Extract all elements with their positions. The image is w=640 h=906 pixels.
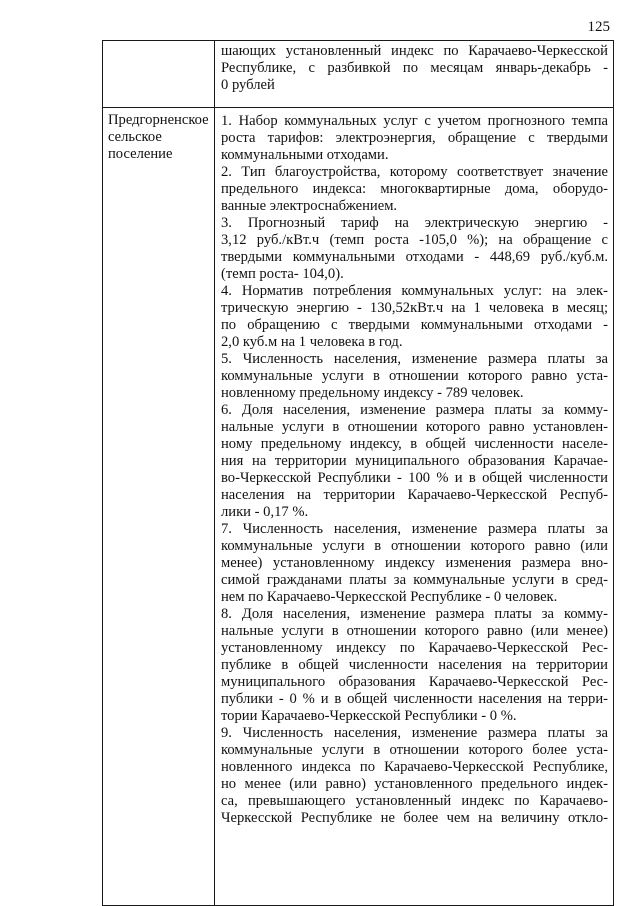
settlement-name-line: Предгорненское bbox=[108, 112, 209, 128]
indicators-table bbox=[102, 40, 614, 906]
text-line: трическую энергию - 130,52кВт.ч на 1 человека в месяц; bbox=[221, 300, 608, 316]
text-line: населения на территории Карачаево-Черкесской Респуб- bbox=[221, 487, 608, 503]
text-line: коммунальные услуги в отношении которого равно (или bbox=[221, 538, 608, 554]
table-row-settlement bbox=[103, 108, 614, 906]
text-line: нальные услуги в отношении которого равно установлен- bbox=[221, 419, 608, 435]
text-line: коммунальными отходами. bbox=[221, 147, 389, 163]
text-line: 3,12 руб./кВт.ч (темп роста -105,0 %); на обращение с bbox=[221, 232, 608, 248]
indicator-paragraph bbox=[221, 402, 608, 521]
text-line: 2. Тип благоустройства, которому соответствует значение bbox=[221, 164, 608, 180]
text-line: во-Черкесской Республики - 100 % и в общей численности bbox=[221, 470, 608, 486]
text-line: твердыми коммунальными отходами - 448,69 руб./куб.м. bbox=[221, 249, 608, 265]
text-line: 8. Доля населения, изменение размера платы за комму- bbox=[221, 606, 608, 622]
text-line: 1. Набор коммунальных услуг с учетом прогнозного темпа bbox=[221, 113, 608, 129]
text-line: муниципального образования Карачаево-Черкесской Рес- bbox=[221, 674, 608, 690]
text-line: 3. Прогнозный тариф на электрическую энергию - bbox=[221, 215, 608, 231]
text-line: са, превышающего установленный индекс по Карачаево- bbox=[221, 793, 608, 809]
settlement-name-line: поселение bbox=[108, 146, 173, 162]
text-line: коммунальные услуги в отношении которого равно уста- bbox=[221, 368, 608, 384]
table-row-continuation bbox=[103, 41, 614, 108]
text-line: новленного индекса по Карачаево-Черкесской Республике, bbox=[221, 759, 608, 775]
text-line: Черкесской Республике не более чем на величину откло- bbox=[221, 810, 608, 826]
indicator-paragraph bbox=[221, 521, 608, 606]
text-line: новленному предельному индексу - 789 человек. bbox=[221, 385, 524, 401]
text-line: установленному индексу по Карачаево-Черкесской Рес- bbox=[221, 640, 608, 656]
text-line: предельного индекса: многоквартирные дома, оборудо- bbox=[221, 181, 608, 197]
text-line: шающих установленный индекс по Карачаево-Черкесской bbox=[221, 43, 608, 59]
text-line: ному предельному индексу, в общей численности населе- bbox=[221, 436, 608, 452]
text-line: 7. Численность населения, изменение размера платы за bbox=[221, 521, 608, 537]
text-line: симой гражданами платы за коммунальные услуги в сред- bbox=[221, 572, 608, 588]
indicator-paragraph bbox=[221, 725, 608, 827]
text-line: ния на территории муниципального образования Карачае- bbox=[221, 453, 608, 469]
text-line: ванные электроснабжением. bbox=[221, 198, 398, 214]
empty-cell bbox=[103, 41, 215, 108]
indicator-paragraph bbox=[221, 113, 608, 164]
text-line: 4. Норматив потребления коммунальных услуг: на элек- bbox=[221, 283, 608, 299]
text-line: Республике, с разбивкой по месяцам январь-декабрь - bbox=[221, 60, 608, 76]
indicator-paragraph bbox=[221, 283, 608, 351]
text-line: публики - 0 % и в общей численности населения на терри- bbox=[221, 691, 608, 707]
text-line: по обращению с твердыми коммунальными отходами - bbox=[221, 317, 608, 333]
text-line: лики - 0,17 %. bbox=[221, 504, 309, 520]
text-line: роста тарифов: электроэнергия, обращение с твердыми bbox=[221, 130, 608, 146]
text-line: 0 рублей bbox=[221, 77, 275, 93]
indicators-cell bbox=[215, 108, 614, 906]
text-line: 2,0 куб.м на 1 человека в год. bbox=[221, 334, 403, 350]
settlement-name-line: сельское bbox=[108, 129, 162, 145]
page-number: 125 bbox=[587, 19, 610, 35]
indicator-paragraph bbox=[221, 606, 608, 725]
text-line: нем по Карачаево-Черкесской Республике - 0 человек. bbox=[221, 589, 558, 605]
text-line: тории Карачаево-Черкесской Республики - 0 %. bbox=[221, 708, 517, 724]
text-line: но менее (или равно) установленного предельного индек- bbox=[221, 776, 608, 792]
text-line: 5. Численность населения, изменение размера платы за bbox=[221, 351, 608, 367]
indicator-paragraph bbox=[221, 164, 608, 215]
text-line: нальные услуги в отношении которого равно (или менее) bbox=[221, 623, 608, 639]
settlement-name-cell bbox=[103, 108, 215, 906]
text-line: коммунальные услуги в отношении которого более уста- bbox=[221, 742, 608, 758]
indicator-paragraph bbox=[221, 215, 608, 283]
text-line: 9. Численность населения, изменение размера платы за bbox=[221, 725, 608, 741]
text-line: (темп роста- 104,0). bbox=[221, 266, 344, 282]
text-line: менее) установленному индексу изменения размера вно- bbox=[221, 555, 608, 571]
text-line: 6. Доля населения, изменение размера платы за комму- bbox=[221, 402, 608, 418]
indicator-paragraph bbox=[221, 351, 608, 402]
continuation-cell bbox=[215, 41, 614, 108]
text-line: публике в общей численности населения на территории bbox=[221, 657, 608, 673]
